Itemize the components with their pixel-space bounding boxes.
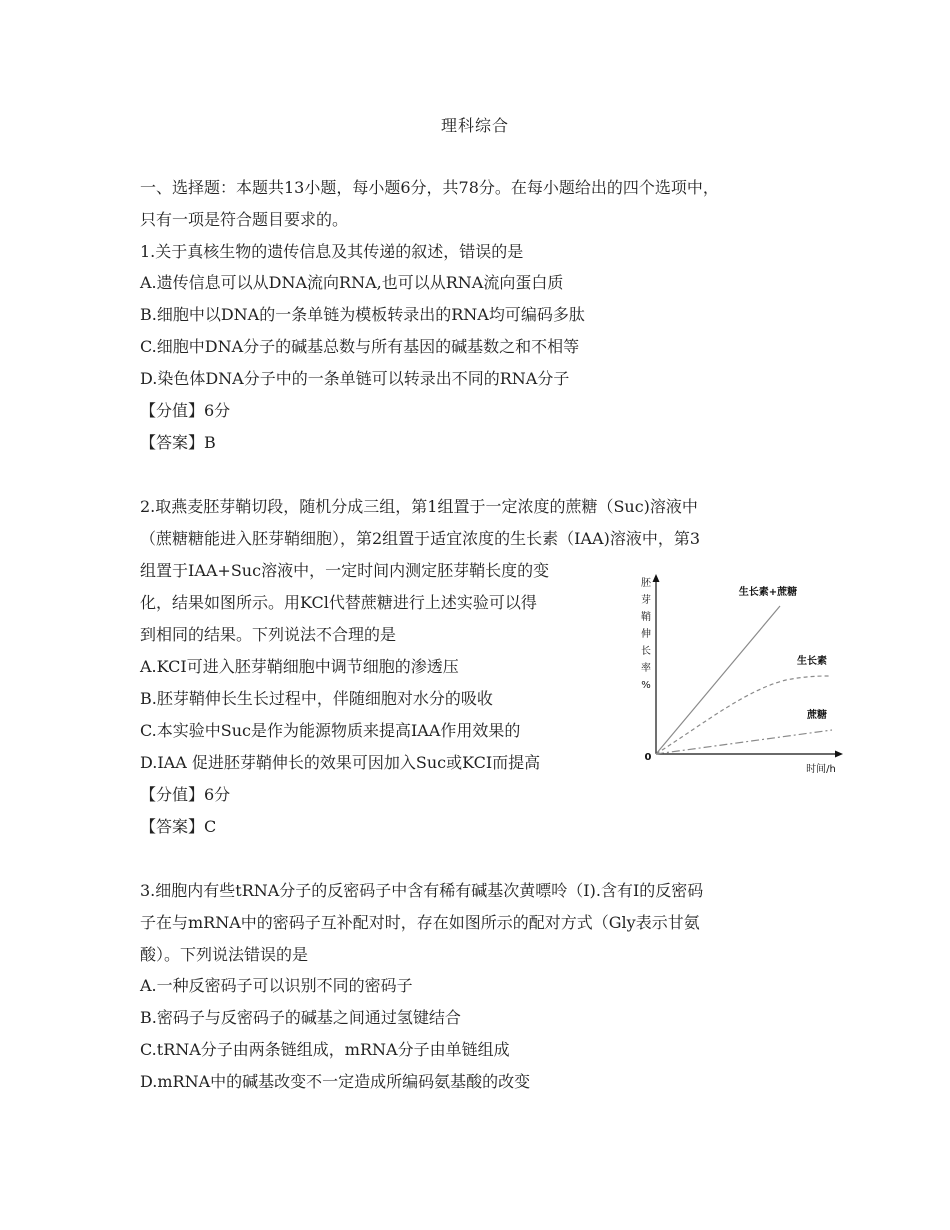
y-axis-arrow-icon <box>653 574 660 582</box>
y-label-char: 率 <box>641 663 651 674</box>
question-1-option-b: B.细胞中以DNA的一条单链为模板转录出的RNA均可编码多肽 <box>140 305 585 324</box>
question-2-option-a: A.KCI可进入胚芽鞘细胞中调节细胞的渗透压 <box>140 657 459 676</box>
y-label-char: 伸 <box>641 629 651 640</box>
series-iaa-suc-line <box>656 606 780 754</box>
y-label-char: 鞘 <box>641 612 651 623</box>
question-2-option-b: B.胚芽鞘伸长生长过程中，伴随细胞对水分的吸收 <box>140 689 493 708</box>
section-heading-line-2: 只有一项是符合题目要求的。 <box>140 210 349 229</box>
series-label: 蔗糖 <box>807 710 827 721</box>
question-2-option-d: D.IAA 促进胚芽鞘伸长的效果可因加入Suc或KCI而提高 <box>140 753 541 772</box>
question-2-stem-line-2: （蔗糖糖能进入胚芽鞘细胞），第2组置于适宜浓度的生长素（IAA)溶液中，第3 <box>140 529 701 548</box>
question-3-stem-line-3: 酸）。下列说法错误的是 <box>140 945 309 964</box>
y-axis-label <box>641 577 652 691</box>
series-label: 生长素+蔗糖 <box>738 587 798 598</box>
origin-label: 0 <box>644 752 652 763</box>
question-3-stem-line-2: 子在与mRNA中的密码子互补配对时，存在如图所示的配对方式（Gly表示甘氨 <box>140 913 700 932</box>
question-2-option-c: C.本实验中Suc是作为能源物质来提高IAA作用效果的 <box>140 721 521 740</box>
question-3-option-c: C.tRNA分子由两条链组成，mRNA分子由单链组成 <box>140 1040 510 1059</box>
section-heading-line-1: 一、选择题：本题共13小题，每小题6分，共78分。在每小题给出的四个选项中， <box>140 178 719 197</box>
x-axis-label: 时间/h <box>806 764 836 775</box>
question-2-stem-line-3: 组置于IAA+Suc溶液中，一定时间内测定胚芽鞘长度的变 <box>140 561 550 580</box>
question-2-answer: 【答案】C <box>140 817 217 836</box>
x-axis-arrow-icon <box>835 751 843 758</box>
question-1-option-c: C.细胞中DNA分子的碱基总数与所有基因的碱基数之和不相等 <box>140 337 580 356</box>
coleoptile-growth-figure <box>636 572 846 782</box>
question-2-stem-line-5: 到相同的结果。下列说法不合理的是 <box>140 625 397 644</box>
y-label-char: 芽 <box>641 595 651 606</box>
question-1-score: 【分值】6分 <box>140 401 231 420</box>
y-label-char: 长 <box>641 646 651 657</box>
question-3-stem-line-1: 3.细胞内有些tRNA分子的反密码子中含有稀有碱基次黄嘌呤（I).含有I的反密码 <box>140 881 704 900</box>
question-3-option-b: B.密码子与反密码子的碱基之间通过氢键结合 <box>140 1008 461 1027</box>
question-2-score: 【分值】6分 <box>140 785 231 804</box>
series-suc-line <box>656 730 832 754</box>
page-title: 理科综合 <box>440 116 509 135</box>
question-1-stem: 1.关于真核生物的遗传信息及其传递的叙述，错误的是 <box>140 242 524 261</box>
y-label-char: 胚 <box>641 578 651 589</box>
question-3-option-a: A.一种反密码子可以识别不同的密码子 <box>140 976 413 995</box>
question-2-stem-line-1: 2.取燕麦胚芽鞘切段，随机分成三组，第1组置于一定浓度的蔗糖（Suc)溶液中 <box>140 497 698 516</box>
question-1-answer: 【答案】B <box>140 433 216 452</box>
question-3-option-d: D.mRNA中的碱基改变不一定造成所编码氨基酸的改变 <box>140 1072 531 1091</box>
y-label-char: % <box>641 680 651 691</box>
question-2-stem-line-4: 化，结果如图所示。用KCl代替蔗糖进行上述实验可以得 <box>140 593 537 612</box>
series-label: 生长素 <box>797 656 827 667</box>
question-1-option-a: A.遗传信息可以从DNA流向RNA,也可以从RNA流向蛋白质 <box>140 273 564 292</box>
question-1-option-d: D.染色体DNA分子中的一条单链可以转录出不同的RNA分子 <box>140 369 570 388</box>
